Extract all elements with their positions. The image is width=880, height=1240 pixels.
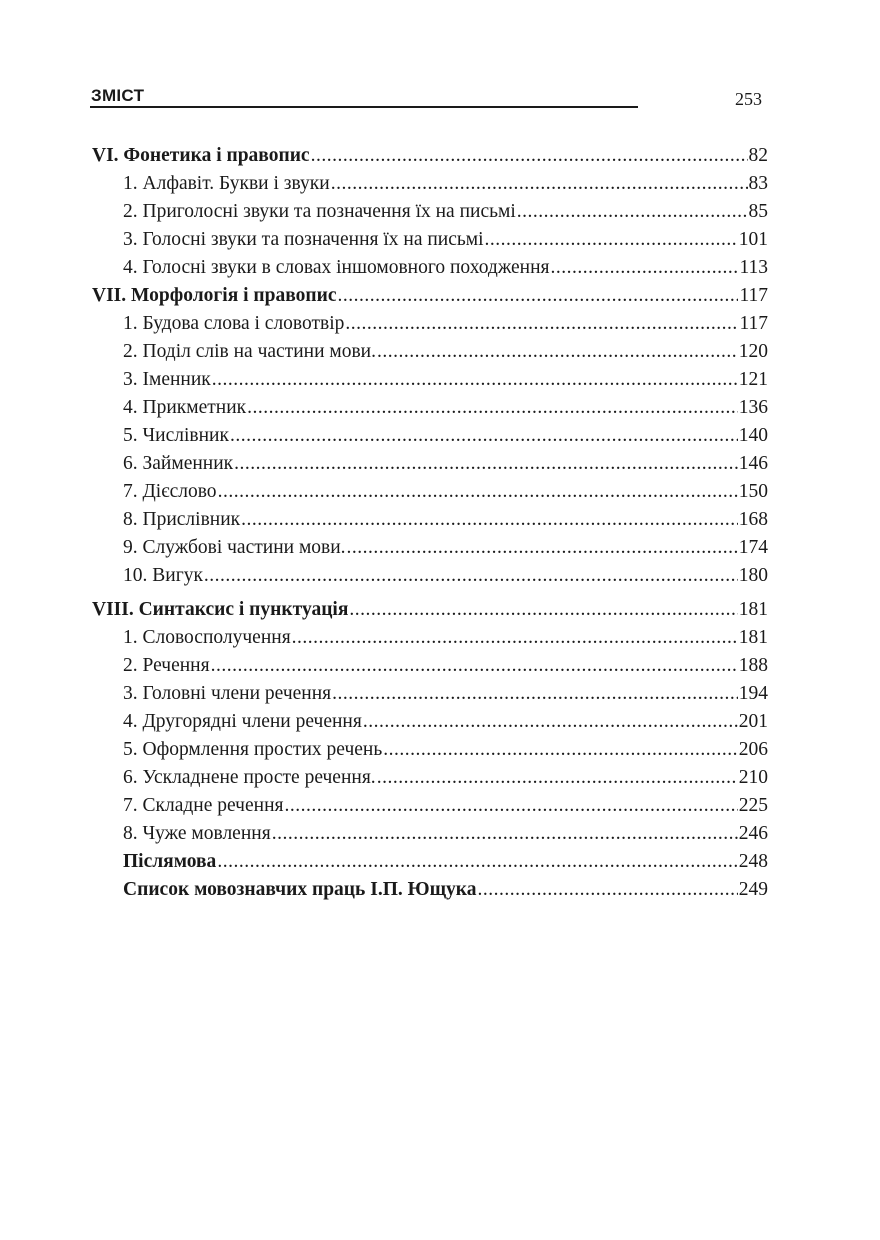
toc-entry-title: 5. Числівник — [123, 425, 229, 446]
toc-entry-page: 85 — [748, 201, 768, 222]
dot-leader — [234, 450, 738, 478]
dot-leader — [292, 624, 738, 652]
toc-entry — [92, 652, 768, 680]
dot-leader — [477, 876, 737, 904]
toc-entry-title: VI. Фонетика і правопис — [92, 145, 310, 166]
toc-entry — [92, 226, 768, 254]
toc-entry-title: 4. Прикметник — [123, 397, 247, 418]
toc-entry-page: 136 — [738, 397, 768, 418]
toc-entry-title: 1. Алфавіт. Букви і звуки — [123, 173, 330, 194]
dot-leader — [204, 562, 738, 590]
toc-entry-title: VII. Морфологія і правопис — [92, 285, 337, 306]
toc-entry-page: 174 — [738, 537, 768, 558]
toc-entry-title: 2. Речення — [123, 655, 210, 676]
dot-leader — [517, 198, 748, 226]
toc-entry — [92, 624, 768, 652]
dot-leader — [338, 282, 739, 310]
dot-leader — [272, 820, 738, 848]
toc-entry — [92, 170, 768, 198]
dot-leader — [211, 652, 738, 680]
toc-entry — [92, 820, 768, 848]
toc-entry — [92, 562, 768, 590]
dot-leader — [212, 366, 738, 394]
toc-entry — [92, 506, 768, 534]
dot-leader — [363, 708, 738, 736]
toc-entry-title: VIII. Синтаксис і пунктуація — [92, 599, 349, 620]
toc-entry-page: 188 — [738, 655, 768, 676]
toc-entry-title: 5. Оформлення простих речень — [123, 739, 383, 760]
toc-entry-page: 210 — [738, 767, 768, 788]
toc-entry — [92, 394, 768, 422]
dot-leader — [349, 596, 737, 624]
dot-leader — [332, 680, 738, 708]
toc-entry-title: 8. Чуже мовлення — [123, 823, 271, 844]
toc-entry-title: 10. Вигук — [123, 565, 203, 586]
toc-entry-title: 3. Головні члени речення — [123, 683, 332, 704]
toc-entry — [92, 680, 768, 708]
dot-leader — [377, 764, 738, 792]
toc-entry-title: Післямова — [123, 851, 217, 872]
toc-entry-page: 181 — [738, 627, 768, 648]
toc-section-entry — [92, 142, 768, 170]
toc-entry-page: 150 — [738, 481, 768, 502]
toc-entry — [92, 764, 768, 792]
toc-entry-page: 113 — [739, 257, 768, 278]
toc-entry-title: 4. Голосні звуки в словах іншомовного походження — [123, 257, 550, 278]
dot-leader — [241, 506, 738, 534]
dot-leader — [230, 422, 738, 450]
header-rule — [90, 106, 638, 108]
toc-entry — [92, 338, 768, 366]
dot-leader — [551, 254, 739, 282]
toc-entry-title: 1. Будова слова і словотвір — [123, 313, 345, 334]
toc-entry-title: 3. Голосні звуки та позначення їх на письмі — [123, 229, 484, 250]
dot-leader — [218, 478, 738, 506]
toc-entry-title: 4. Другорядні члени речення — [123, 711, 362, 732]
dot-leader — [284, 792, 737, 820]
toc-entry-page: 201 — [738, 711, 768, 732]
toc-entry-page: 225 — [738, 795, 768, 816]
toc-entry-page: 180 — [738, 565, 768, 586]
dot-leader — [383, 736, 738, 764]
toc-entry-title: 7. Складне речення — [123, 795, 284, 816]
toc-entry — [92, 450, 768, 478]
toc-entry — [92, 534, 768, 562]
toc-entry-page: 249 — [738, 879, 768, 900]
toc-entry-page: 82 — [748, 145, 768, 166]
toc-entry — [92, 478, 768, 506]
page-number: 253 — [735, 89, 762, 109]
toc-section-entry — [92, 282, 768, 310]
toc-entry-page: 206 — [738, 739, 768, 760]
dot-leader — [377, 338, 738, 366]
page-header-title: ЗМІСТ — [91, 86, 145, 105]
toc-entry-title: 1. Словосполучення — [123, 627, 291, 648]
toc-entry — [92, 254, 768, 282]
toc-entry-title: 9. Службові частини мови. — [123, 537, 346, 558]
toc-entry-page: 140 — [738, 425, 768, 446]
toc-entry-title: 2. Приголосні звуки та позначення їх на письмі — [123, 201, 516, 222]
toc-entry-page: 101 — [738, 229, 768, 250]
toc-entry-page: 83 — [748, 173, 768, 194]
toc-entry — [92, 876, 768, 904]
toc-entry-page: 181 — [738, 599, 768, 620]
toc-entry-title: 6. Ускладнене просте речення. — [123, 767, 376, 788]
toc-entry — [92, 792, 768, 820]
dot-leader — [345, 310, 738, 338]
toc-entry-title: 7. Дієслово — [123, 481, 217, 502]
toc-entry-page: 121 — [738, 369, 768, 390]
toc-entry — [92, 198, 768, 226]
toc-entry-page: 117 — [739, 313, 768, 334]
toc-entry-title: 6. Займенник — [123, 453, 234, 474]
toc-entry-page: 246 — [738, 823, 768, 844]
toc-entry-title: 8. Прислівник — [123, 509, 241, 530]
toc-entry-page: 248 — [738, 851, 768, 872]
dot-leader — [347, 534, 738, 562]
dot-leader — [217, 848, 737, 876]
toc-entry-title: 2. Поділ слів на частини мови. — [123, 341, 376, 362]
toc-entry — [92, 708, 768, 736]
dot-leader — [331, 170, 748, 198]
toc-entry-title: Список мовознавчих праць І.П. Ющука — [123, 879, 477, 900]
toc-entry — [92, 422, 768, 450]
dot-leader — [485, 226, 738, 254]
toc-entry — [92, 310, 768, 338]
toc-entry-title: 3. Іменник — [123, 369, 211, 390]
table-of-contents — [92, 142, 768, 904]
toc-entry — [92, 736, 768, 764]
toc-entry — [92, 366, 768, 394]
toc-entry-page: 194 — [738, 683, 768, 704]
toc-entry-page: 146 — [738, 453, 768, 474]
dot-leader — [247, 394, 738, 422]
toc-section-entry — [92, 596, 768, 624]
dot-leader — [311, 142, 748, 170]
toc-entry-page: 117 — [739, 285, 768, 306]
toc-entry-page: 120 — [738, 341, 768, 362]
toc-entry — [92, 848, 768, 876]
toc-entry-page: 168 — [738, 509, 768, 530]
